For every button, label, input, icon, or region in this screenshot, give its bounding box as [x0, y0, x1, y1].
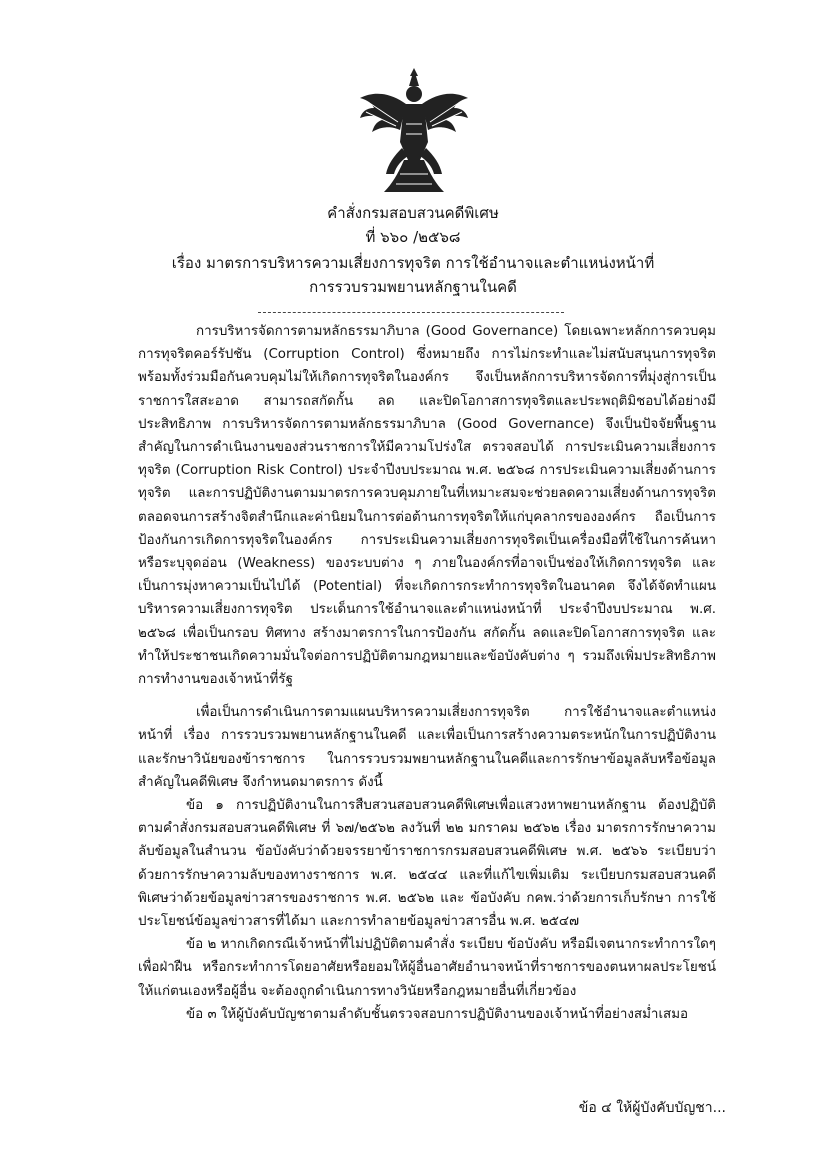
clause-1: ข้อ ๑ การปฏิบัติงานในการสืบสวนสอบสวนคดีพิเศษเพื่อแสวงหาพยานหลักฐาน ต้องปฏิบัติตามคำสั่งกรมสอบสวนคดีพิเศษ ที่ ๖๗/๒๕๖๒ ลงวันที่ ๒๒ มกราคม ๒๕๖๒ เรื่อง มาตรการรักษาความลับข้อมูลในสำนวน ข้อบังคับว่าด้วยจรรยาข้าราชการกรมสอบสวนคดีพิเศษ พ.ศ. ๒๕๖๖ ระเบียบว่าด้วยการรักษาความลับของทางราชการ พ.ศ. ๒๕๔๔ และที่แก้ไขเพิ่มเติม ระเบียบกรมสอบสวนคดีพิเศษว่าด้วยข้อมูลข่าวสารของราชการ พ.ศ. ๒๕๖๒ และ ข้อบังคับ กคพ.ว่าด้วยการเก็บรักษา การใช้ประโยชน์ข้อมูลข่าวสารที่ได้มา และการทำลายข้อมูลข่าวสารอื่น พ.ศ. ๒๕๔๗ — [138, 798, 716, 930]
agency-title: คำสั่งกรมสอบสวนคดีพิเศษ — [327, 204, 499, 222]
paragraph-purpose: เพื่อเป็นการดำเนินการตามแผนบริหารความเสี่ยงการทุจริต การใช้อำนาจและตำแหน่งหน้าที่ เรื่อง การรวบรวมพยานหลักฐานในคดี และเพื่อเป็นการสร้างความตระหนักในการปฏิบัติงานและรักษาวินัยของข้าราชการ ในการรวบรวมพยานหลักฐานในคดีและการรักษาข้อมูลลับหรือข้อมูลสำคัญในคดีพิเศษ จึงกำหนดมาตรการ ดังนี้ — [138, 705, 716, 790]
order-number: ที่ ๖๖๐ /๒๕๖๘ — [365, 228, 461, 246]
paragraph-principle: การบริหารจัดการตามหลักธรรมาภิบาล (Good Governance) โดยเฉพาะหลักการควบคุมการทุจริตคอร์รัปชัน (Corruption Control) ซึ่งหมายถึง การไม่กระทำและไม่สนับสนุนการทุจริต พร้อมทั้งร่วมมือกันควบคุมไม่ให้เกิดการทุจริตในองค์กร จึงเป็นหลักการบริหารจัดการที่มุ่งสู่การเป็นราชการใสสะอาด สามารถสกัดกั้น ลด และปิดโอกาสการทุจริตและประพฤติมิชอบได้อย่างมีประสิทธิภาพ การบริหารจัดการตามหลักธรรมาภิบาล (Good Governance) จึงเป็นปัจจัยพื้นฐานสำคัญในการดำเนินงานของส่วนราชการให้มีความโปร่งใส ตรวจสอบได้ การประเมินความเสี่ยงการทุจริต (Corruption Risk Control) ประจำปีงบประมาณ พ.ศ. ๒๕๖๘ การประเมินความเสี่ยงด้านการทุจริต และการปฏิบัติงานตามมาตรการควบคุมภายในที่เหมาะสมจะช่วยลดความเสี่ยงด้านการทุจริต ตลอดจนการสร้างจิตสำนึกและค่านิยมในการต่อต้านการทุจริตให้แก่บุคลากรขององค์กร ถือเป็นการป้องกันการเกิดการทุจริตในองค์กร การประเมินความเสี่ยงการทุจริตเป็นเครื่องมือที่ใช้ในการค้นหา หรือระบุจุดอ่อน (Weakness) ของระบบต่าง ๆ ภายในองค์กรที่อาจเป็นช่องให้เกิดการทุจริต และเป็นการมุ่งหาความเป็นไปได้ (Potential) ที่จะเกิดการกระทำการทุจริตในอนาคต จึงได้จัดทำแผนบริหารความเสี่ยงการทุจริต ประเด็นการใช้อำนาจและตำแหน่งหน้าที่ ประจำปีงบประมาณ พ.ศ. ๒๕๖๘ เพื่อเป็นกรอบ ทิศทาง สร้างมาตรการในการป้องกัน สกัดกั้น ลดและปิดโอกาสการทุจริต และทำให้ประชาชนเกิดความมั่นใจต่อการปฏิบัติตามกฎหมายและข้อบังคับต่าง ๆ รวมถึงเพิ่มประสิทธิภาพการทำงานของเจ้าหน้าที่รัฐ — [138, 324, 716, 688]
document-body — [138, 320, 716, 1026]
subject-line-1: เรื่อง มาตรการบริหารความเสี่ยงการทุจริต การใช้อำนาจและตำแหน่งหน้าที่ — [171, 254, 655, 272]
clause-3: ข้อ ๓ ให้ผู้บังคับบัญชาตามลำดับชั้นตรวจสอบการปฏิบัติงานของเจ้าหน้าที่อย่างสม่ำเสมอ — [186, 1006, 689, 1022]
garuda-emblem-icon — [354, 64, 474, 200]
subject-line-2: การรวบรวมพยานหลักฐานในคดี — [309, 278, 517, 296]
page-continuation: ข้อ ๔ ให้ผู้บังคับบัญชา... — [578, 1100, 726, 1116]
clause-2: ข้อ ๒ หากเกิดกรณีเจ้าหน้าที่ไม่ปฏิบัติตามคำสั่ง ระเบียบ ข้อบังคับ หรือมีเจตนากระทำการใดๆ เพื่อฝ่าฝืน หรือกระทำการโดยอาศัยหรือยอมให้ผู้อื่นอาศัยอำนาจหน้าที่ราชการของตนหาผลประโยชน์ให้แก่ตนเองหรือผู้อื่น จะต้องถูกดำเนินการทางวินัยหรือกฎหมายอื่นที่เกี่ยวข้อง — [138, 937, 716, 999]
header-divider — [258, 312, 564, 313]
